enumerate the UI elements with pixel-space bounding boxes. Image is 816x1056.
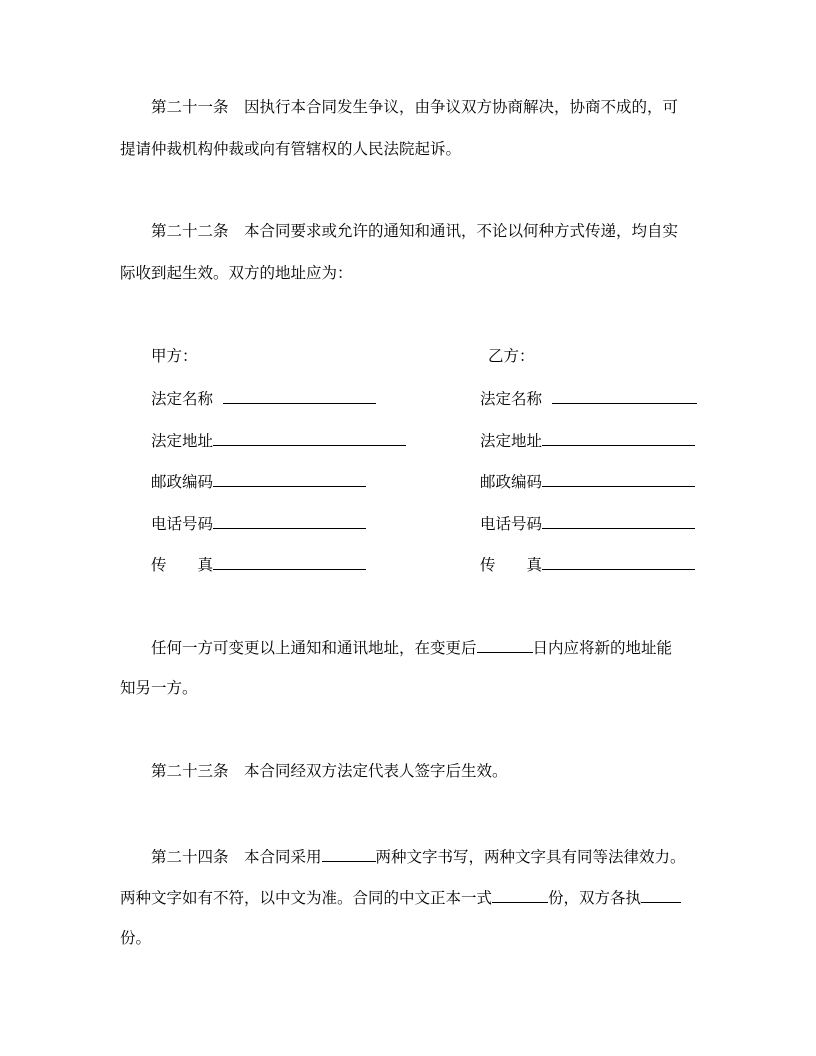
article-22-line-2: 际收到起生效。双方的地址应为： <box>120 264 353 282</box>
article-24-text-b: 两种文字书写，两种文字具有同等法律效力。 <box>375 848 686 866</box>
article-21-line-2: 提请仲裁机构仲裁或向有管辖权的人民法院起诉。 <box>120 140 462 158</box>
change-clause-text-b: 日内应将新的地址能 <box>532 639 673 657</box>
copies-total-blank[interactable] <box>492 886 548 903</box>
party-b-phone-label: 电话号码 <box>480 515 543 533</box>
change-days-blank[interactable] <box>477 636 533 653</box>
party-b-fax-field <box>480 553 695 575</box>
article-21-line-1: 第二十一条 因执行本合同发生争议，由争议双方协商解决，协商不成的，可 <box>151 98 679 116</box>
party-b-phone-field <box>480 512 695 534</box>
party-a-address-label: 法定地址 <box>151 432 214 450</box>
party-a-address-field <box>151 429 406 451</box>
party-a-postcode-label: 邮政编码 <box>151 473 214 491</box>
party-b-address-blank[interactable] <box>542 429 695 446</box>
article-24-line-3: 份。 <box>120 929 152 947</box>
party-a-name-field <box>151 387 376 409</box>
party-b-address-field <box>480 429 695 451</box>
change-clause-line-2: 知另一方。 <box>120 679 198 697</box>
party-a-name-blank[interactable] <box>223 387 376 404</box>
article-24-text-d: 份，双方各执 <box>548 889 642 907</box>
party-a-postcode-field <box>151 470 366 492</box>
party-b-fax-blank[interactable] <box>542 553 695 570</box>
change-clause-line-1 <box>151 636 672 658</box>
party-a-phone-label: 电话号码 <box>151 515 214 533</box>
party-a-postcode-blank[interactable] <box>213 470 366 487</box>
party-a-fax-field <box>151 553 366 575</box>
party-b-title: 乙方： <box>488 347 535 365</box>
party-b-postcode-label: 邮政编码 <box>480 473 543 491</box>
party-a-name-label: 法定名称 <box>151 390 214 408</box>
party-b-name-blank[interactable] <box>552 387 697 404</box>
article-24-text-a: 第二十四条 本合同采用 <box>151 848 322 866</box>
party-a-title: 甲方： <box>151 347 198 365</box>
party-b-phone-blank[interactable] <box>542 512 695 529</box>
party-b-postcode-field <box>480 470 695 492</box>
change-clause-text-a: 任何一方可变更以上通知和通讯地址，在变更后 <box>151 639 477 657</box>
party-a-fax-label: 传 真 <box>151 556 214 574</box>
party-b-fax-label: 传 真 <box>480 556 543 574</box>
copies-each-blank[interactable] <box>641 886 681 903</box>
party-b-postcode-blank[interactable] <box>542 470 695 487</box>
party-b-address-label: 法定地址 <box>480 432 543 450</box>
party-b-name-label: 法定名称 <box>480 390 543 408</box>
party-b-name-field <box>480 387 697 409</box>
party-a-fax-blank[interactable] <box>213 553 366 570</box>
article-22-line-1: 第二十二条 本合同要求或允许的通知和通讯，不论以何种方式传递，均自实 <box>151 222 679 240</box>
article-24-line-1 <box>151 845 686 867</box>
article-24-line-2 <box>120 886 681 908</box>
languages-blank[interactable] <box>322 845 376 862</box>
party-a-phone-field <box>151 512 366 534</box>
party-a-phone-blank[interactable] <box>213 512 366 529</box>
article-23-line-1: 第二十三条 本合同经双方法定代表人签字后生效。 <box>151 762 508 780</box>
party-a-address-blank[interactable] <box>213 429 406 446</box>
article-24-text-c: 两种文字如有不符，以中文为准。合同的中文正本一式 <box>120 889 493 907</box>
